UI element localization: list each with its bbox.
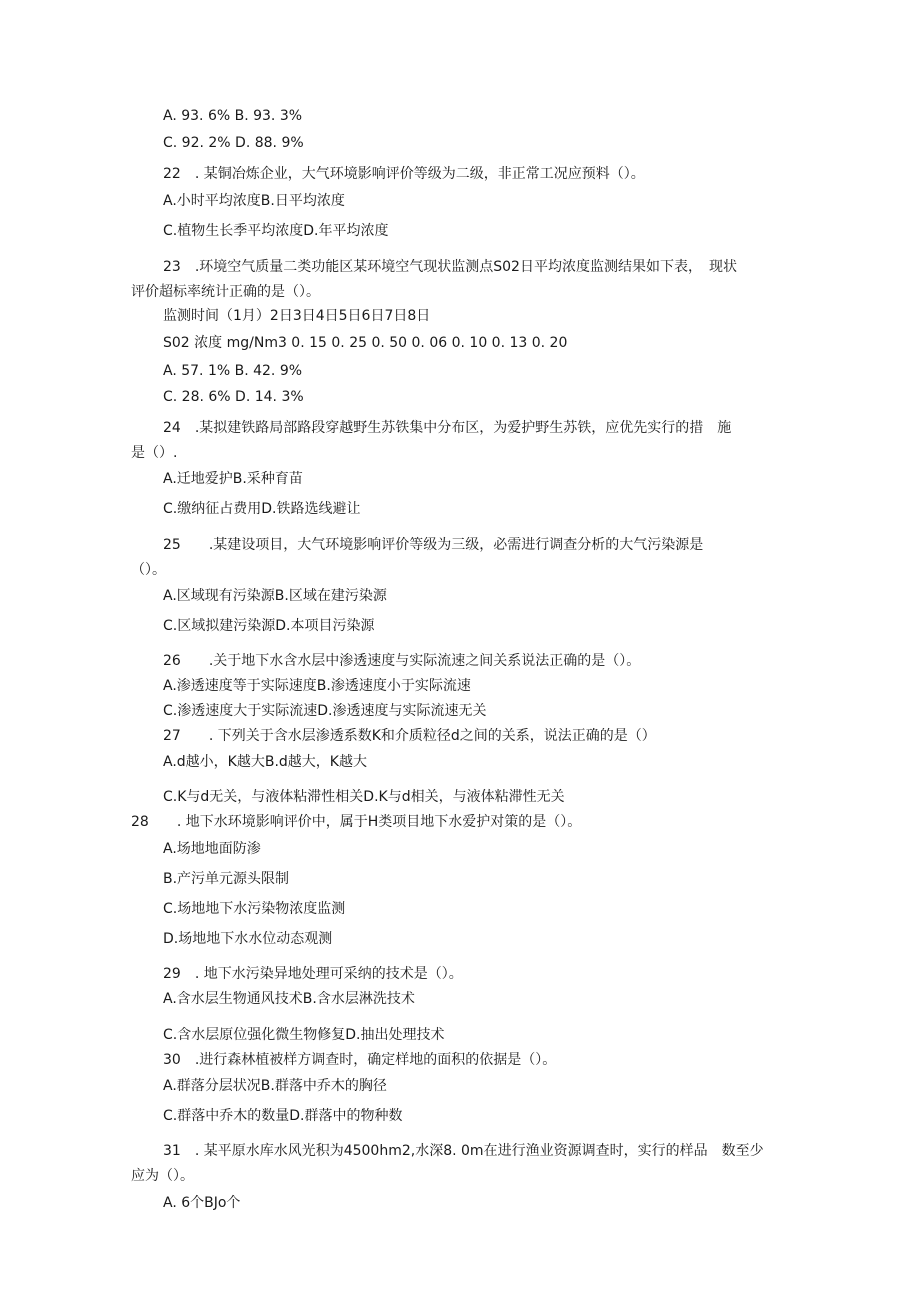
text-line-18: A.区域现有污染源B.区域在建污染源 [163, 588, 387, 604]
text-line-35: A.群落分层状况B.群落中乔木的胸径 [163, 1078, 387, 1094]
text-line-19: C.区域拟建污染源D.本项目污染源 [163, 618, 375, 634]
text-line-15: C.缴纳征占费用D.铁路选线避让 [163, 501, 361, 517]
text-line-36: C.群落中乔木的数量D.群落中的物种数 [163, 1108, 403, 1124]
text-line-8: 监测时间（1月）2日3日4日5日6日7日8日 [163, 308, 431, 324]
text-line-24: A.d越小，K越大B.d越大，K越大 [163, 754, 367, 770]
text-line-37: 31 . 某平原水库水风光积为4500hm2,水深8. 0m在进行渔业资源调查时，实行的样品 数至少 [163, 1143, 764, 1159]
text-line-16: 25 .某建设项目，大气环境影响评价等级为三级，必需进行调查分析的大气污染源是 [163, 537, 704, 553]
text-line-6: 23 .环境空气质量二类功能区某环境空气现状监测点S02日平均浓度监测结果如下表， 现状 [163, 259, 737, 275]
text-line-38: 应为（）。 [131, 1168, 194, 1184]
text-line-14: A.迁地爱护B.采种育苗 [163, 471, 303, 487]
text-line-9: S02 浓度 mg/Nm3 0. 15 0. 25 0. 50 0. 06 0. 10 0. 13 0. 20 [163, 335, 568, 351]
text-line-21: A.渗透速度等于实际速度B.渗透速度小于实际流速 [163, 678, 471, 694]
text-line-7: 评价超标率统计正确的是（）。 [131, 284, 320, 300]
text-line-29: C.场地地下水污染物浓度监测 [163, 901, 346, 917]
text-line-1: A. 93. 6% B. 93. 3% [163, 108, 303, 124]
text-line-25: C.K与d无关，与液体粘滞性相关D.K与d相关，与液体粘滞性无关 [163, 789, 565, 805]
text-line-23: 27 . 下列关于含水层渗透系数K和介质粒径d之间的关系，说法正确的是（） [163, 728, 656, 744]
text-line-33: C.含水层原位强化微生物修复D.抽出处理技术 [163, 1027, 445, 1043]
text-line-12: 24 .某拟建铁路局部路段穿越野生苏铁集中分布区，为爱护野生苏铁，应优先实行的措 施 [163, 420, 732, 436]
text-line-30: D.场地地下水水位动态观测 [163, 931, 333, 947]
text-line-11: C. 28. 6% D. 14. 3% [163, 389, 304, 405]
text-line-32: A.含水层生物通风技术B.含水层淋洗技术 [163, 991, 415, 1007]
text-line-22: C.渗透速度大于实际流速D.渗透速度与实际流速无关 [163, 703, 487, 719]
text-line-34: 30 .进行森林植被样方调查时，确定样地的面积的依据是（）。 [163, 1052, 557, 1068]
text-line-13: 是（）. [131, 445, 178, 461]
text-line-28: B.产污单元源头限制 [163, 871, 290, 887]
text-line-10: A. 57. 1% B. 42. 9% [163, 363, 303, 379]
text-line-31: 29 . 地下水污染异地处理可采纳的技术是（）。 [163, 966, 463, 982]
text-line-39: A. 6个BJo个 [163, 1195, 241, 1211]
text-line-26: 28 . 地下水环境影响评价中，属于H类项目地下水爱护对策的是（）。 [131, 814, 582, 830]
text-line-4: A.小时平均浓度B.日平均浓度 [163, 193, 345, 209]
text-line-20: 26 .关于地下水含水层中渗透速度与实际流速之间关系说法正确的是（）。 [163, 653, 641, 669]
text-line-3: 22 . 某铜冶炼企业，大气环境影响评价等级为二级，非正常工况应预料（）。 [163, 166, 645, 182]
text-line-5: C.植物生长季平均浓度D.年平均浓度 [163, 223, 389, 239]
text-line-2: C. 92. 2% D. 88. 9% [163, 135, 304, 151]
text-line-17: （）。 [131, 562, 166, 578]
text-line-27: A.场地地面防渗 [163, 841, 261, 857]
